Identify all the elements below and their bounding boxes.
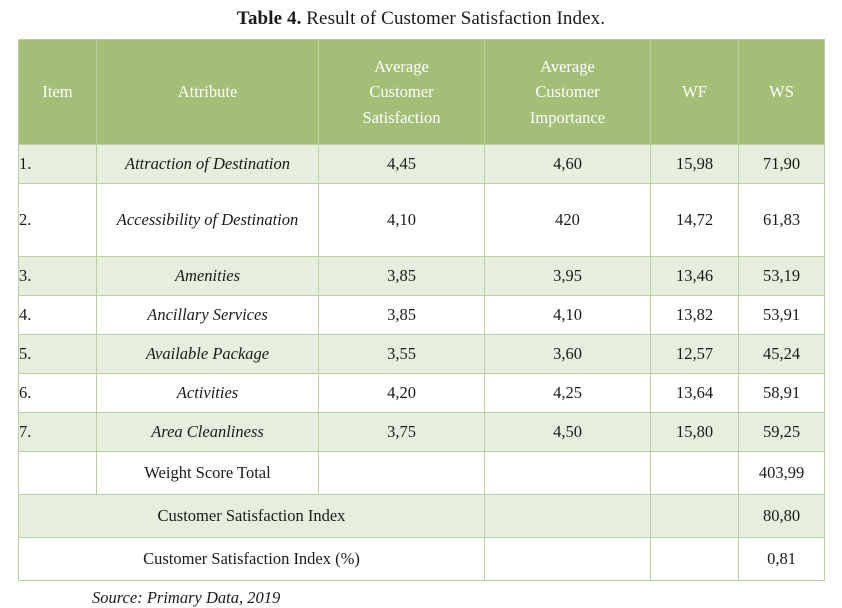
table-row — [19, 374, 825, 413]
cell-empty — [651, 495, 739, 538]
cell-wf: 13,82 — [651, 296, 739, 335]
table-row — [19, 184, 825, 257]
cell-acs: 4,10 — [319, 184, 485, 257]
cell-wf: 13,64 — [651, 374, 739, 413]
cell-summary-label: Weight Score Total — [97, 452, 319, 495]
cell-attribute: Available Package — [97, 335, 319, 374]
cell-aci: 3,95 — [485, 257, 651, 296]
cell-attribute: Activities — [97, 374, 319, 413]
table-caption — [0, 0, 842, 39]
cell-acs: 3,85 — [319, 257, 485, 296]
cell-summary-value: 0,81 — [739, 538, 825, 581]
cell-attribute: Amenities — [97, 257, 319, 296]
header-ws: WS — [739, 40, 825, 145]
table-body — [19, 145, 825, 581]
cell-summary-value: 80,80 — [739, 495, 825, 538]
table-container — [18, 39, 824, 581]
header-acs-line-1: Average — [374, 56, 429, 76]
cell-attribute: Attraction of Destination — [97, 145, 319, 184]
cell-aci: 4,50 — [485, 413, 651, 452]
table-row — [19, 145, 825, 184]
cell-empty — [319, 452, 485, 495]
summary-row-customer-satisfaction-index-percent — [19, 538, 825, 581]
cell-acs: 3,85 — [319, 296, 485, 335]
cell-empty — [485, 495, 651, 538]
cell-item: 1. — [19, 145, 97, 184]
cell-acs: 3,55 — [319, 335, 485, 374]
cell-aci: 420 — [485, 184, 651, 257]
cell-ws: 58,91 — [739, 374, 825, 413]
cell-empty — [485, 538, 651, 581]
cell-item: 7. — [19, 413, 97, 452]
table-row — [19, 257, 825, 296]
cell-aci: 3,60 — [485, 335, 651, 374]
cell-empty — [19, 452, 97, 495]
cell-summary-label: Customer Satisfaction Index (%) — [19, 538, 485, 581]
header-aci-line-3: Importance — [529, 107, 606, 127]
cell-summary-value: 403,99 — [739, 452, 825, 495]
summary-row-weight-score-total — [19, 452, 825, 495]
table-header — [19, 40, 825, 145]
table-row — [19, 335, 825, 374]
cell-aci: 4,25 — [485, 374, 651, 413]
cell-wf: 12,57 — [651, 335, 739, 374]
cell-item: 6. — [19, 374, 97, 413]
cell-acs: 4,20 — [319, 374, 485, 413]
cell-wf: 15,80 — [651, 413, 739, 452]
header-average-customer-importance — [485, 40, 651, 145]
table-row — [19, 296, 825, 335]
cell-item: 2. — [19, 184, 97, 257]
cell-acs: 3,75 — [319, 413, 485, 452]
header-acs-line-3: Satisfaction — [362, 107, 441, 127]
cell-acs: 4,45 — [319, 145, 485, 184]
header-attribute: Attribute — [97, 40, 319, 145]
cell-item: 3. — [19, 257, 97, 296]
cell-wf: 13,46 — [651, 257, 739, 296]
header-wf: WF — [651, 40, 739, 145]
cell-ws: 59,25 — [739, 413, 825, 452]
cell-ws: 61,83 — [739, 184, 825, 257]
header-acs-line-2: Customer — [369, 82, 434, 102]
cell-item: 5. — [19, 335, 97, 374]
cell-summary-label: Customer Satisfaction Index — [19, 495, 485, 538]
cell-wf: 14,72 — [651, 184, 739, 257]
table-caption-text: Result of Customer Satisfaction Index. — [301, 8, 606, 29]
header-item: Item — [19, 40, 97, 145]
cell-ws: 71,90 — [739, 145, 825, 184]
header-aci-line-2: Customer — [535, 82, 600, 102]
header-aci-line-1: Average — [540, 56, 595, 76]
cell-ws: 53,91 — [739, 296, 825, 335]
cell-wf: 15,98 — [651, 145, 739, 184]
cell-attribute: Ancillary Services — [97, 296, 319, 335]
table-caption-label: Table 4. — [236, 8, 302, 29]
cell-attribute: Accessibility of Destination — [97, 184, 319, 257]
customer-satisfaction-index-table — [18, 39, 825, 581]
cell-empty — [651, 538, 739, 581]
cell-item: 4. — [19, 296, 97, 335]
table-source-note: Source: Primary Data, 2019 — [92, 588, 281, 607]
cell-aci: 4,10 — [485, 296, 651, 335]
cell-ws: 53,19 — [739, 257, 825, 296]
cell-ws: 45,24 — [739, 335, 825, 374]
cell-empty — [485, 452, 651, 495]
summary-row-customer-satisfaction-index — [19, 495, 825, 538]
table-header-row — [19, 40, 825, 145]
header-average-customer-satisfaction — [319, 40, 485, 145]
cell-empty — [651, 452, 739, 495]
cell-attribute: Area Cleanliness — [97, 413, 319, 452]
table-row — [19, 413, 825, 452]
cell-aci: 4,60 — [485, 145, 651, 184]
